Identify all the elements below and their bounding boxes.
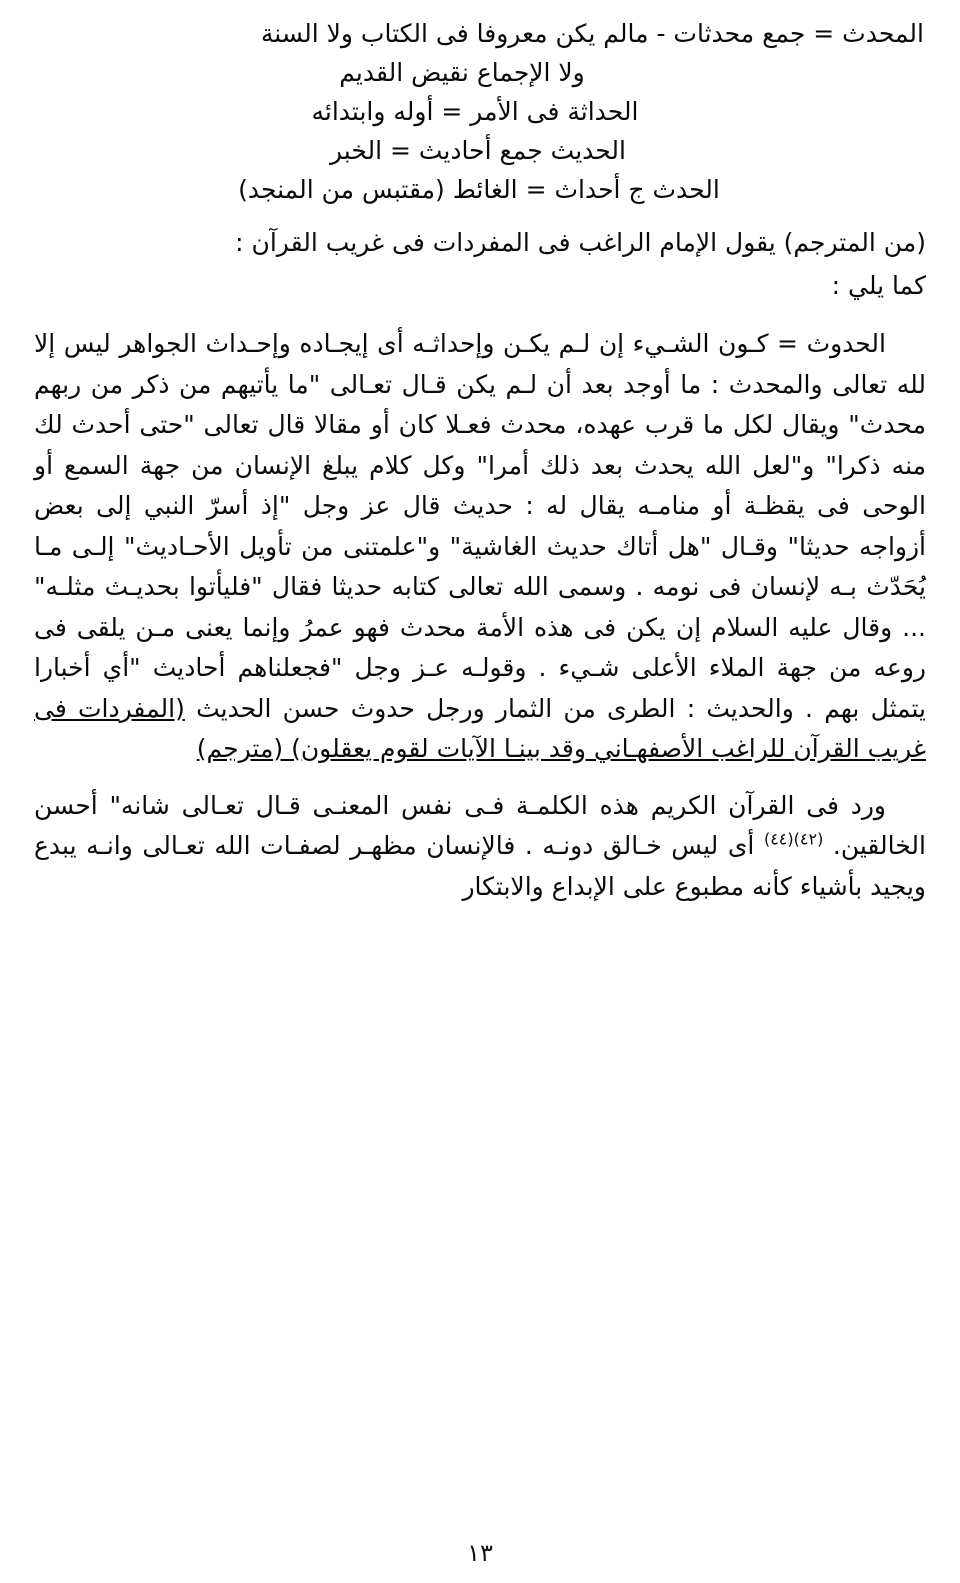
- body-paragraph-1: [34, 324, 926, 770]
- glossary-line: الحدث ج أحداث = الغائط (مقتبس من المنجد): [238, 175, 720, 204]
- glossary-line: ولا الإجماع نقيض القديم: [339, 58, 585, 87]
- glossary-line: الحديث جمع أحاديث = الخبر: [330, 136, 626, 165]
- footnote-marker: (٤٤): [763, 829, 794, 849]
- body-paragraph-2-text: ورد فى القرآن الكريم هذه الكلمـة فـى نفس المعنـى قـال تعـالى شانه" أحسن الخالقين.: [34, 790, 926, 860]
- body-paragraph-1-source-citation: (المفردات فى غريب القرآن للراغب الأصفهـاني وقد بينـا الآيات لقوم يعقلون) (مترجم): [34, 693, 926, 763]
- page-number: ١٣: [467, 1539, 493, 1567]
- glossary-line: الحداثة فى الأمر = أوله وابتدائه: [311, 97, 639, 126]
- glossary-line: المحدث = جمع محدثات - مالم يكن معروفا فى الكتاب ولا السنة: [260, 19, 924, 48]
- footnote-marker: (٤٢): [793, 829, 824, 849]
- translator-note-line-2: كما يلي :: [831, 270, 926, 300]
- body-paragraph-1-text: الحدوث = كـون الشـيء إن لـم يكـن وإحداثـه أى إيجـاده وإحـداث الجواهر ليس إلا لله تعالى والمحدث : ما أوجد بعد أن لـم يكن قـال تعـالى "ما يأتيهم من ذكر من ربهم محدث" ويقال لكل ما قرب عهده، محدث فعـلا كان أو مقالا قال تعالى "حتى أحدث لك منه ذكرا" و"لعل الله يحدث بعد ذلك أمرا" وكل كلام يبلغ الإنسان من جهة السمع أو الوحى فى يقظـة أو منامـه يقال له : حديث قال عز وجل "إذ أسرّ النبي إلى بعض أزواجه حديثا" وقـال "هل أتاك حديث الغاشية" و"علمتنى من تأويل الأحـاديث" إلـى مـا يُحَدّث بـه لإنسان فى نومه . وسمى الله تعالى كتابه حديثا فقال "فليأتوا بحديـث مثلـه" ... وقال عليه السلام إن يكن فى هذه الأمة محدث فهو عمرُ وإنما يعنى مـن يلقى فى روعه من جهة الملاء الأعلى شـيء . وقولـه عـز وجل "فجعلناهم أحاديث "أي أخبارا يتمثل بهم . والحديث : الطرى من الثمار ورجل حدوث حسن الحديث: [34, 329, 926, 723]
- translator-note-line-1: (من المترجم) يقول الإمام الراغب فى المفردات فى غريب القرآن :: [235, 228, 926, 257]
- body-paragraph-2: [34, 786, 926, 908]
- body-paragraph-2-continuation: أى ليس خـالق دونـه . فالإنسان مظهـر لصفـات الله تعـالى وانـه يبدع ويجيد بأشياء كأنه مطبوع على الإبداع والابتكار: [34, 831, 926, 901]
- glossary-block: [34, 14, 926, 209]
